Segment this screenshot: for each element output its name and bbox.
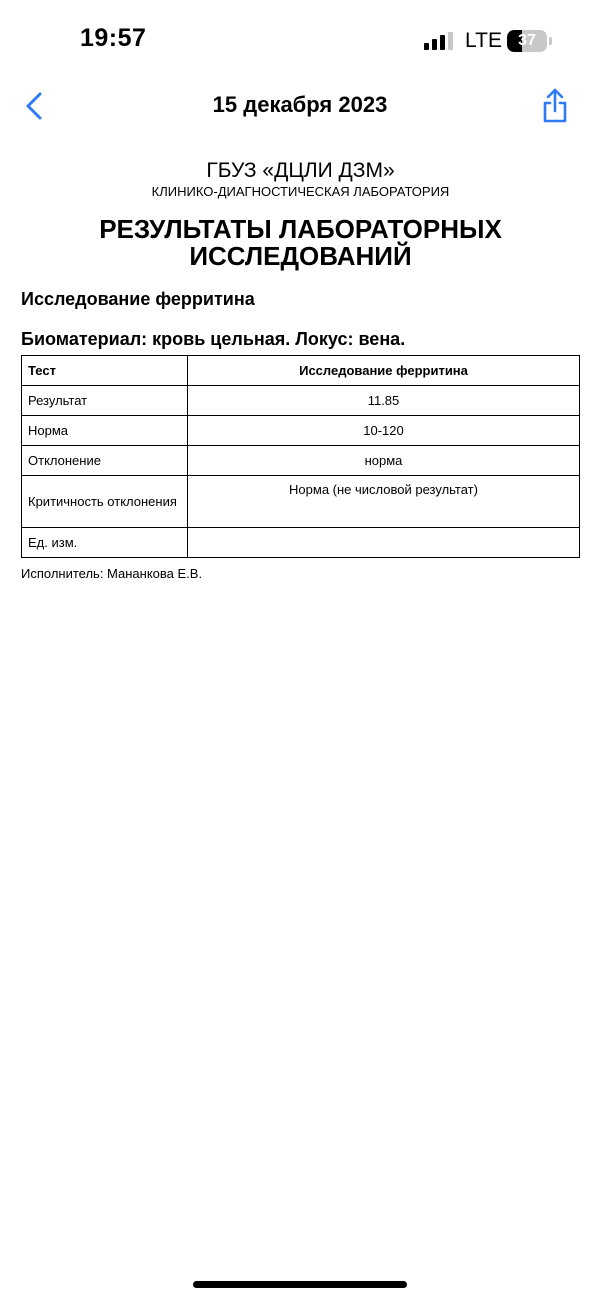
table-header-study: Исследование ферритина xyxy=(188,356,580,386)
battery-body xyxy=(507,30,547,52)
table-row xyxy=(22,416,580,446)
home-indicator[interactable] xyxy=(193,1281,407,1288)
battery-icon xyxy=(507,30,553,52)
status-bar xyxy=(0,0,600,80)
org-name: ГБУЗ «ДЦЛИ ДЗМ» xyxy=(206,159,395,182)
study-name: Исследование ферритина xyxy=(21,289,255,309)
row-label: Норма xyxy=(22,416,188,446)
row-label: Отклонение xyxy=(22,446,188,476)
network-type: LTE xyxy=(465,29,502,52)
row-value xyxy=(188,528,580,558)
row-value: 10-120 xyxy=(188,416,580,446)
nav-bar xyxy=(0,80,600,136)
table-row xyxy=(22,528,580,558)
battery-cap xyxy=(549,37,552,45)
results-table xyxy=(21,355,580,558)
table-row xyxy=(22,386,580,416)
share-icon xyxy=(545,90,565,121)
table-header-test: Тест xyxy=(22,356,188,386)
share-button[interactable] xyxy=(540,86,570,126)
table-row xyxy=(22,446,580,476)
page-title: 15 декабря 2023 xyxy=(212,92,388,117)
row-value: 11.85 xyxy=(188,386,580,416)
org-subtitle: КЛИНИКО-ДИАГНОСТИЧЕСКАЯ ЛАБОРАТОРИЯ xyxy=(151,184,450,199)
document xyxy=(21,150,580,581)
signal-icon xyxy=(424,32,454,50)
row-label: Результат xyxy=(22,386,188,416)
table-row xyxy=(22,476,580,528)
row-value: Норма (не числовой результат) xyxy=(188,476,580,528)
row-label: Ед. изм. xyxy=(22,528,188,558)
row-label: Критичность отклонения xyxy=(22,476,188,528)
back-button[interactable] xyxy=(20,88,50,124)
row-value: норма xyxy=(188,446,580,476)
performer: Исполнитель: Мананкова Е.В. xyxy=(21,566,203,581)
chevron-left-icon xyxy=(28,94,40,118)
table-header-row xyxy=(22,356,580,386)
biomaterial-line: Биоматериал: кровь цельная. Локус: вена. xyxy=(21,329,406,349)
battery-level: 37 xyxy=(518,32,536,49)
status-time: 19:57 xyxy=(80,24,147,52)
document-title: РЕЗУЛЬТАТЫ ЛАБОРАТОРНЫХ ИССЛЕДОВАНИЙ xyxy=(99,214,502,271)
